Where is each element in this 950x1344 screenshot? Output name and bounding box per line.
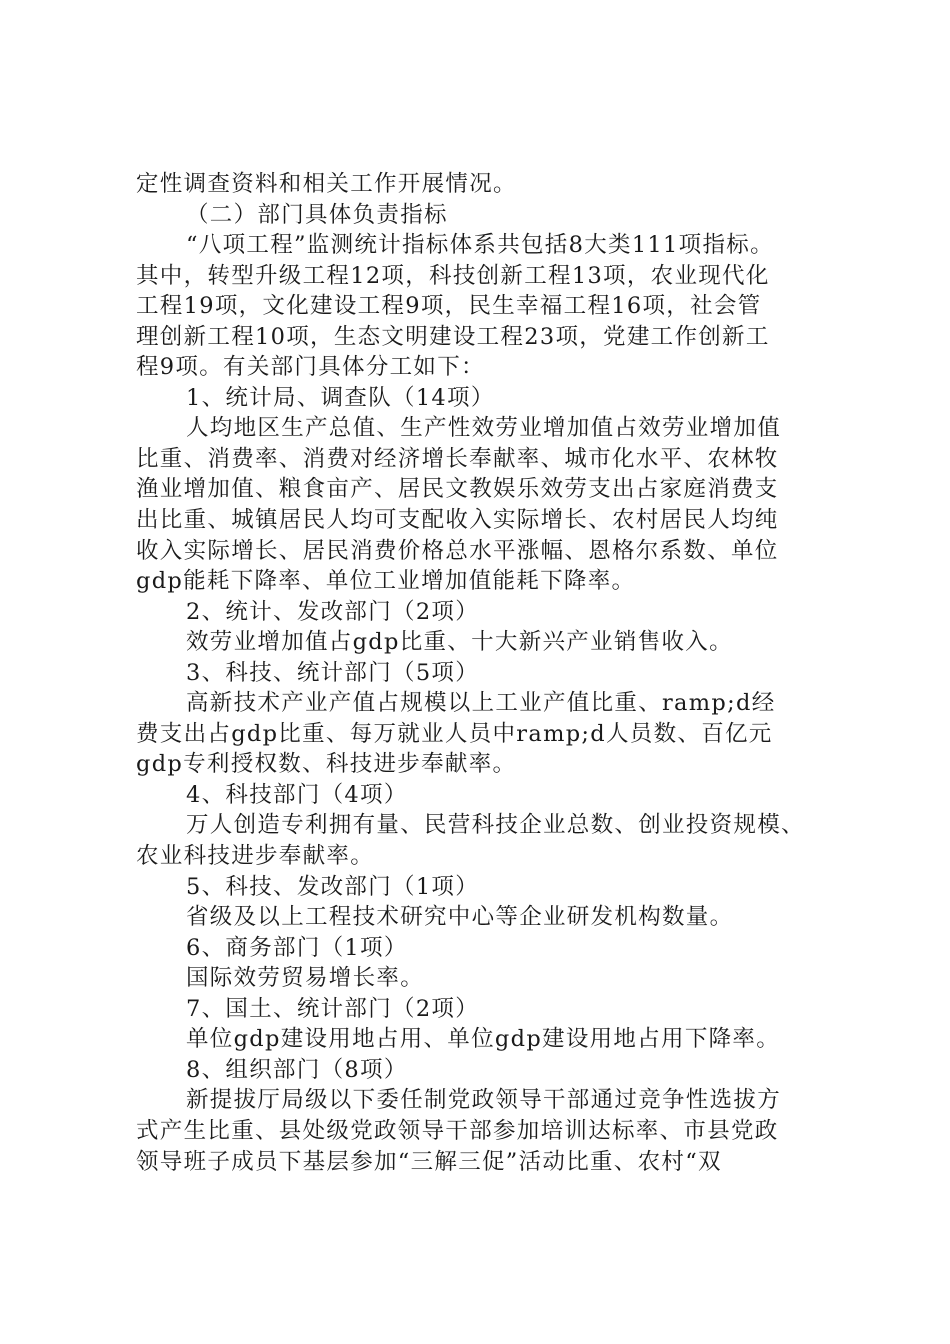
text-line: 2、统计、发改部门（2项） [186, 598, 480, 625]
text-line: 7、国土、统计部门（2项） [186, 995, 480, 1022]
text-line: 式产生比重、县处级党政领导干部参加培训达标率、市县党政 [136, 1117, 779, 1144]
text-line: 5、科技、发改部门（1项） [186, 873, 480, 900]
text-line: 4、科技部门（4项） [186, 781, 408, 808]
text-line: 定性调查资料和相关工作开展情况。 [136, 171, 517, 197]
text-line: 万人创造专利拥有量、民营科技企业总数、创业投资规模、 [186, 812, 805, 839]
text-line: （二）部门具体负责指标 [186, 201, 448, 228]
text-line: 新提拔厅局级以下委任制党政领导干部通过竞争性选拔方 [186, 1087, 782, 1114]
text-line: 人均地区生产总值、生产性效劳业增加值占效劳业增加值 [186, 415, 782, 442]
text-line: 渔业增加值、粮食亩产、居民文教娱乐效劳支出占家庭消费支 [136, 476, 779, 503]
text-line: 其中，转型升级工程12项，科技创新工程13项，农业现代化 [136, 262, 770, 289]
text-line: 工程19项，文化建设工程9项，民生幸福工程16项，社会管 [136, 293, 762, 320]
text-line: 收入实际增长、居民消费价格总水平涨幅、恩格尔系数、单位 [136, 537, 779, 564]
text-line: 农业科技进步奉献率。 [136, 843, 375, 870]
text-line: 3、科技、统计部门（5项） [186, 659, 480, 686]
text-line: gdp专利授权数、科技进步奉献率。 [136, 751, 517, 778]
text-line: 1、统计局、调查队（14项） [186, 384, 495, 411]
text-line: 领导班子成员下基层参加“三解三促”活动比重、农村“双 [136, 1148, 722, 1175]
text-line: 比重、消费率、消费对经济增长奉献率、城市化水平、农林牧 [136, 445, 779, 472]
text-line: 国际效劳贸易增长率。 [186, 965, 425, 992]
text-line: 省级及以上工程技术研究中心等企业研发机构数量。 [186, 904, 734, 931]
text-line: 单位gdp建设用地占用、单位gdp建设用地占用下降率。 [186, 1026, 781, 1053]
document-body [136, 169, 826, 1177]
text-line: 程9项。有关部门具体分工如下： [136, 354, 485, 381]
text-line: 效劳业增加值占gdp比重、十大新兴产业销售收入。 [186, 629, 733, 656]
text-line: 理创新工程10项，生态文明建设工程23项，党建工作创新工 [136, 323, 770, 350]
text-line: 8、组织部门（8项） [186, 1056, 408, 1083]
text-line: 出比重、城镇居民人均可支配收入实际增长、农村居民人均纯 [136, 507, 779, 534]
text-line: gdp能耗下降率、单位工业增加值能耗下降率。 [136, 568, 636, 595]
text-line: “八项工程”监测统计指标体系共包括8大类111项指标。 [186, 232, 774, 259]
text-line: 费支出占gdp比重、每万就业人员中ramp;d人员数、百亿元 [136, 720, 773, 747]
text-line: 高新技术产业产值占规模以上工业产值比重、ramp;d经 [186, 690, 776, 717]
text-line: 6、商务部门（1项） [186, 934, 408, 961]
